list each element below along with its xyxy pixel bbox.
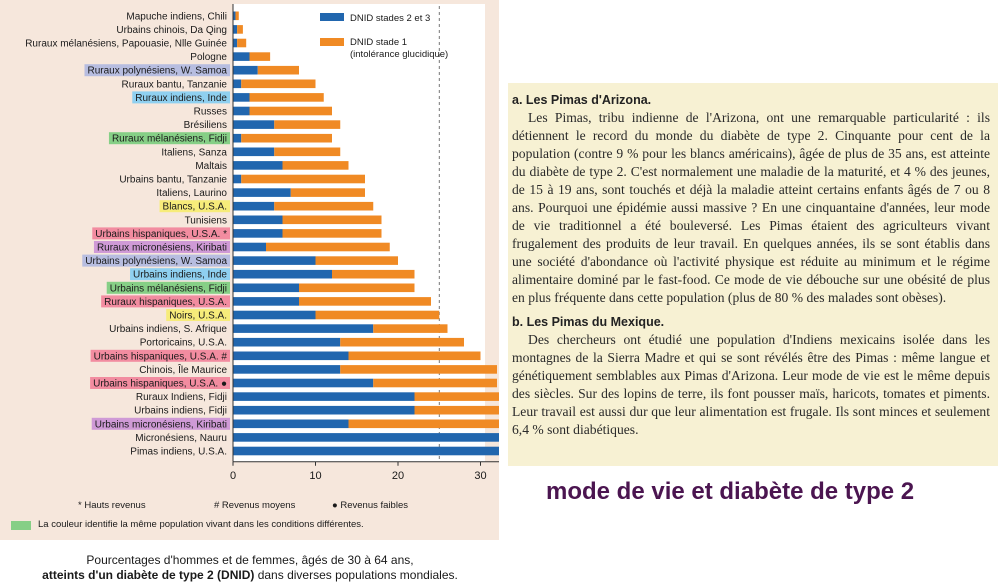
category-label: Blancs, U.S.A. <box>162 201 227 213</box>
category-label: Ruraux mélanésiens, Papouasie, Nlle Guinée <box>25 38 227 50</box>
bar-stade-1 <box>291 188 365 197</box>
note-high-income: * Hauts revenus <box>78 500 146 511</box>
bar-stade-2-3 <box>233 256 316 265</box>
bar-stade-1 <box>340 365 497 374</box>
bar-stade-1 <box>349 420 500 429</box>
bar-stade-2-3 <box>233 365 340 374</box>
bar-stade-1 <box>274 202 373 211</box>
bar-stade-2-3 <box>233 188 291 197</box>
bar-stade-1 <box>241 80 315 89</box>
bar-stade-1 <box>340 338 464 347</box>
bar-stade-2-3 <box>233 66 258 75</box>
bar-stade-1 <box>250 52 271 61</box>
category-label: Urbains chinois, Da Qing <box>116 24 227 36</box>
x-tick-label: 10 <box>309 469 322 482</box>
x-tick-label: 0 <box>229 469 237 482</box>
bar-stade-2-3 <box>233 134 241 143</box>
bar-stade-2-3 <box>233 420 349 429</box>
category-label: Urbains hispaniques, U.S.A. ● <box>93 378 227 390</box>
bar-stade-2-3 <box>233 270 332 279</box>
caption-line-1: Pourcentages d'hommes et de femmes, âgés de 30 à 64 ans, <box>86 553 414 567</box>
legend-swatch-stade-2-3 <box>320 13 344 21</box>
category-label: Italiens, Sanza <box>161 147 227 159</box>
bar-stade-2-3 <box>233 311 316 320</box>
bar-stade-1 <box>316 256 399 265</box>
bar-stade-1 <box>250 93 324 102</box>
category-label: Pologne <box>190 52 227 64</box>
bar-stade-2-3 <box>233 406 415 415</box>
category-label: Urbains bantu, Tanzanie <box>119 174 227 186</box>
category-label: Urbains indiens, Inde <box>133 269 227 281</box>
caption-bold: atteints d'un diabète de type 2 (DNID) <box>42 568 255 582</box>
bar-stade-2-3 <box>233 324 373 333</box>
category-label: Ruraux bantu, Tanzanie <box>121 79 227 91</box>
bar-stade-1 <box>237 25 243 34</box>
bar-stade-2-3 <box>233 93 250 102</box>
bar-stade-2-3 <box>233 392 415 401</box>
bar-chart <box>0 0 499 540</box>
bar-stade-1 <box>299 297 431 306</box>
note-mid-income: # Revenus moyens <box>214 500 296 511</box>
bar-stade-1 <box>415 392 500 401</box>
category-label: Ruraux indiens, Inde <box>135 92 227 104</box>
category-label: Urbains hispaniques, U.S.A. # <box>93 351 227 363</box>
bar-stade-2-3 <box>233 175 241 184</box>
bar-stade-2-3 <box>233 25 237 34</box>
bar-stade-1 <box>299 284 415 293</box>
bar-stade-1 <box>373 324 447 333</box>
bar-stade-1 <box>266 243 390 252</box>
bar-stade-1 <box>283 216 382 225</box>
bar-stade-1 <box>250 107 333 116</box>
bar-stade-1 <box>316 311 440 320</box>
bar-stade-2-3 <box>233 284 299 293</box>
bar-stade-1 <box>258 66 299 75</box>
category-label: Ruraux mélanésiens, Fidji <box>111 133 227 145</box>
bar-stade-2-3 <box>233 229 283 238</box>
bar-stade-1 <box>415 406 500 415</box>
legend-label-stade-1-sub: (intolérance glucidique) <box>350 49 449 60</box>
bar-stade-2-3 <box>233 107 250 116</box>
category-label: Tunisiens <box>184 215 227 227</box>
category-label: Urbains indiens, S. Afrique <box>109 324 227 336</box>
bar-stade-2-3 <box>233 433 499 442</box>
bar-stade-2-3 <box>233 352 349 361</box>
category-label: Urbains indiens, Fidji <box>134 405 227 417</box>
legend-label-stade-2-3: DNID stades 2 et 3 <box>350 13 431 24</box>
category-label: Ruraux polynésiens, W. Samoa <box>87 65 227 77</box>
bar-stade-1 <box>373 379 497 388</box>
bar-stade-1 <box>241 175 365 184</box>
category-label: Russes <box>193 106 227 118</box>
category-label: Urbains mélanésiens, Fidji <box>109 283 227 295</box>
bar-stade-2-3 <box>233 202 274 211</box>
section-a-text: Les Pimas, tribu indienne de l'Arizona, ont une remarquable particularité : ils détiennent le record du monde du diabète de type 2. Cinquante pour cent de la population (contre 9 % pour les blancs américains), âgée de plus de 35 ans, est atteinte du diabète de type 2. C'est normalement une maladie de la maturité, et 4 % des jeunes, de 15 à 19 ans, sont touchés et déjà la maladie atteint certains enfants âgés de 7 ou 8 ans. Pourquoi une épidémie aussi massive ? En une cinquantaine d'années, leur mode de vie traditionnel a été bouleversé. Les Pimas étaient des agriculteurs vivant frugalement des produits de leur travail. En quelques années, ils se sont établis dans une société d'abondance où l'activité physique est réduite au minimum et le régime alimentaire dominé par le fast-food. Ce mode de vie débouche sur une obésité de plus en plus fréquente dans cette population (plus de 80 % des malades sont obèses). <box>512 110 990 305</box>
note-low-income: ● Revenus faibles <box>332 500 408 511</box>
category-label: Pimas indiens, U.S.A. <box>130 446 227 458</box>
section-b-title: b. Les Pimas du Mexique. <box>512 315 665 329</box>
bar-stade-1 <box>235 12 238 21</box>
bar-stade-1 <box>241 134 332 143</box>
bar-stade-1 <box>283 161 349 170</box>
category-label: Mapuche indiens, Chili <box>126 11 227 23</box>
category-label: Noirs, U.S.A. <box>169 310 227 322</box>
legend-swatch-stade-1 <box>320 38 344 46</box>
x-tick-label: 20 <box>391 469 405 482</box>
bar-stade-1 <box>274 148 340 157</box>
bar-stade-2-3 <box>233 120 274 129</box>
category-label: Maltais <box>195 160 227 172</box>
section-b-text: Des chercheurs ont étudié une population d'Indiens mexicains isolée dans les montagnes de la Sierra Madre et qui se sont révélés être des Pimas : même langue et génétiquement semblables aux Pimas d'Arizona. Leur mode de vie est le même depuis des siècles. Sur des lopins de terre, ils font pousser maïs, haricots, tomates et piments. Leur travail est aussi dur que leur alimentation est frugale. Ils sont minces et seulement 6,4 % sont diabétiques. <box>512 332 990 437</box>
bar-stade-2-3 <box>233 338 340 347</box>
category-label: Urbains hispaniques, U.S.A. * <box>95 228 227 240</box>
x-tick-label: 30 <box>474 469 487 482</box>
bar-stade-2-3 <box>233 52 250 61</box>
bar-stade-2-3 <box>233 161 283 170</box>
bar-stade-2-3 <box>233 39 237 48</box>
bar-stade-2-3 <box>233 297 299 306</box>
bar-stade-1 <box>349 352 481 361</box>
category-label: Micronésiens, Nauru <box>135 432 227 444</box>
color-note: La couleur identifie la même population vivant dans les conditions différentes. <box>38 519 364 530</box>
legend-label-stade-1: DNID stade 1 <box>350 37 408 48</box>
category-label: Portoricains, U.S.A. <box>139 337 227 349</box>
bar-stade-2-3 <box>233 447 499 456</box>
category-label: Urbains polynésiens, W. Samoa <box>85 256 227 268</box>
chart-panel <box>0 0 499 540</box>
category-label: Ruraux Indiens, Fidji <box>135 392 227 404</box>
section-a-title: a. Les Pimas d'Arizona. <box>512 93 652 107</box>
text-panel <box>508 83 998 466</box>
category-label: Urbains micronésiens, Kiribati <box>94 419 227 431</box>
caption-rest: dans diverses populations mondiales. <box>254 568 458 582</box>
page-title: mode de vie et diabète de type 2 <box>546 478 915 505</box>
bar-stade-2-3 <box>233 148 274 157</box>
bar-stade-2-3 <box>233 243 266 252</box>
bar-stade-2-3 <box>233 216 283 225</box>
category-label: Ruraux micronésiens, Kiribati <box>96 242 227 254</box>
bar-stade-2-3 <box>233 80 241 89</box>
caption-line-2 <box>10 568 490 583</box>
bar-stade-1 <box>274 120 340 129</box>
category-label: Italiens, Laurino <box>156 188 227 200</box>
category-label: Ruraux hispaniques, U.S.A. <box>104 296 227 308</box>
bar-stade-1 <box>332 270 415 279</box>
figure-caption <box>10 553 490 583</box>
bar-stade-2-3 <box>233 379 373 388</box>
color-note-swatch <box>11 521 31 530</box>
category-label: Chinois, Île Maurice <box>139 364 227 376</box>
bar-stade-1 <box>283 229 382 238</box>
bar-stade-1 <box>237 39 246 48</box>
category-label: Brésiliens <box>183 120 227 132</box>
